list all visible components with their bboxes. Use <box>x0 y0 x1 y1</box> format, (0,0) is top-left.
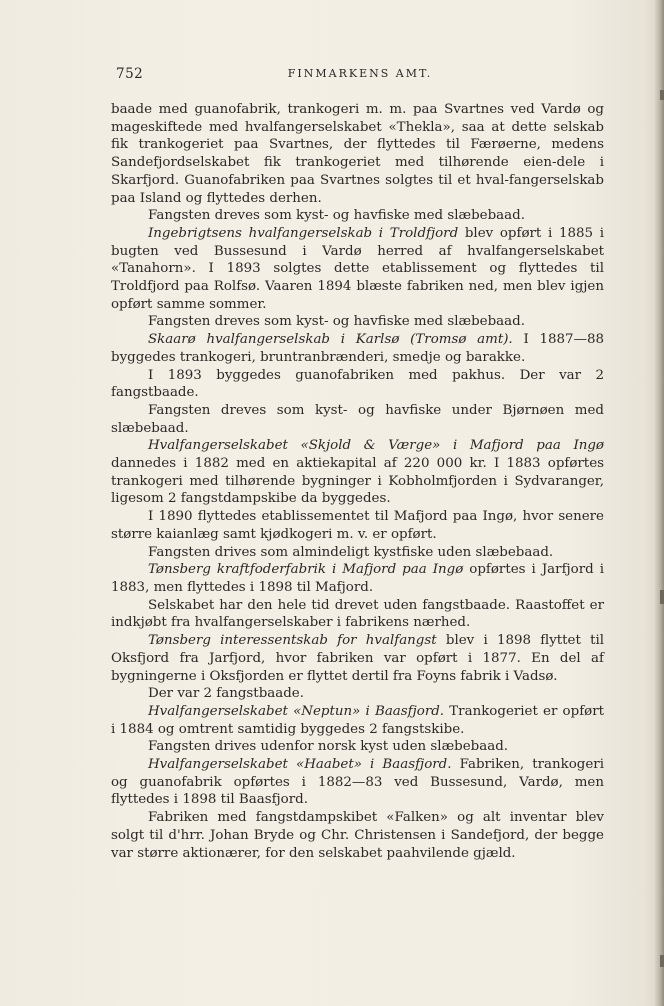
paragraph <box>111 331 604 366</box>
paragraph <box>111 225 604 314</box>
paragraph-text: Fangsten dreves som kyst- og havfiske med slæbebaad. <box>148 208 525 224</box>
paragraph-text: Fabriken, trankogeri og guanofabrik opførtes i 1882—83 ved Bussesund, Vardø, men flyttedes i 1898 til Baasfjord. <box>111 757 604 808</box>
running-title: FINMARKENS AMT. <box>287 67 433 80</box>
paragraph <box>111 437 604 508</box>
paragraph-text: Selskabet har den hele tid drevet uden fangstbaade. Raastoffet er indkjøbt fra hvalfangerselskaber i fabrikens nærhed. <box>111 597 604 631</box>
paragraph <box>111 756 604 809</box>
paragraph <box>111 561 604 596</box>
paragraph-text: dannedes i 1882 med en aktiekapital af 220 000 kr. I 1883 opførtes trankogeri med tilhørende bygninger i Kobholmfjorden i Sydvaranger, ligesom 2 fangstdampskibe da byggedes. <box>111 456 604 507</box>
paragraph-text: blev i 1898 flyttet til Oksfjord fra Jarfjord, hvor fabriken var opført i 1877. En del af bygningerne i Oksfjorden er flyttet dertil fra Foyns fabrik i Vadsø. <box>111 633 605 684</box>
body-text <box>111 101 604 862</box>
paragraph-text: I 1887—88 byggedes trankogeri, bruntranbrænderi, smedje og barakke. <box>111 332 605 365</box>
paragraph <box>111 703 604 738</box>
paragraph-text: Fangsten drives udenfor norsk kyst uden slæbebaad. <box>148 739 509 755</box>
paragraph-text: Fabriken med fangstdampskibet «Falken» og alt inventar blev solgt til d'hrr. Johan Bryde og Chr. Christensen i Sandefjord, der begge var større aktionærer, for den selskabet paahvilende gjæld. <box>111 810 604 861</box>
page-edge-shadow <box>654 0 664 1006</box>
paragraph <box>111 544 604 562</box>
paragraph-text: blev opført i 1885 i bugten ved Bussesund i Vardø herred af hvalfangerselskabet «Tanahorn». I 1893 solgtes dette etablissement og flyttedes til Troldfjord paa Rolfsø. Vaaren 1894 blæste fabriken ned, men blev igjen opført samme sommer. <box>111 225 604 312</box>
paragraph-text: opførtes i Jarfjord i 1883, men flyttedes i 1898 til Mafjord. <box>111 562 605 595</box>
paragraph <box>111 313 604 331</box>
page-header <box>116 66 604 86</box>
paragraph <box>111 632 604 685</box>
paragraph <box>111 738 604 756</box>
italic-heading: Tønsberg interessentskab for hvalfangst <box>148 633 437 649</box>
paragraph <box>111 101 604 207</box>
paragraph-text: I 1890 flyttedes etablissementet til Mafjord paa Ingø, hvor senere større kaianlæg samt kjødkogeri m. v. er opført. <box>111 509 604 542</box>
paragraph <box>111 809 604 862</box>
paragraph <box>111 685 604 703</box>
page-edge-mark <box>660 590 664 604</box>
italic-heading: Ingebrigtsens hvalfangerselskab i Troldfjord <box>148 225 459 241</box>
italic-heading: Skaarø hvalfangerselskab i Karlsø (Tromsø amt). <box>148 332 513 348</box>
paragraph-text: Fangsten dreves som kyst- og havfiske med slæbebaad. <box>148 314 525 330</box>
paragraph <box>111 508 604 543</box>
paragraph <box>111 367 604 402</box>
paragraph-text: Fangsten dreves som kyst- og havfiske under Bjørnøen med slæbebaad. <box>111 402 604 436</box>
paragraph-text: I 1893 byggedes guanofabriken med pakhus. Der var 2 fangstbaade. <box>111 367 604 401</box>
paragraph-text: Der var 2 fangstbaade. <box>148 686 304 702</box>
italic-heading: Hvalfangerselskabet «Neptun» i Baasfjord. <box>148 703 445 719</box>
paragraph-text: Fangsten drives som almindeligt kystfiske uden slæbebaad. <box>148 544 554 560</box>
paragraph-text: Trankogeriet er opført i 1884 og omtrent samtidig byggedes 2 fangstskibe. <box>111 703 604 737</box>
page-edge-mark <box>660 90 664 100</box>
italic-heading: Hvalfangerselskabet «Skjold & Værge» i Mafjord paa Ingø <box>148 438 604 454</box>
italic-heading: Tønsberg kraftfoderfabrik i Mafjord paa Ingø <box>148 562 464 578</box>
paragraph <box>111 207 604 225</box>
page-number: 752 <box>116 66 144 82</box>
page-edge-mark <box>660 955 664 967</box>
italic-heading: Hvalfangerselskabet «Haabet» i Baasfjord. <box>148 757 452 773</box>
paragraph <box>111 402 604 437</box>
paragraph <box>111 597 604 632</box>
paragraph-text: baade med guanofabrik, trankogeri m. m. paa Svartnes ved Vardø og mageskiftede med hvalfangerselskabet «Thekla», saa at dette selskab fik trankogeriet paa Svartnes, der flyttedes til Færøerne, medens Sandefjordselskabet fik trankogeriet med tilhørende eien-dele i Skarfjord. Guanofabriken paa Svartnes solgtes til et hval-fangerselskab paa Island og flyttedes derhen. <box>111 102 604 206</box>
